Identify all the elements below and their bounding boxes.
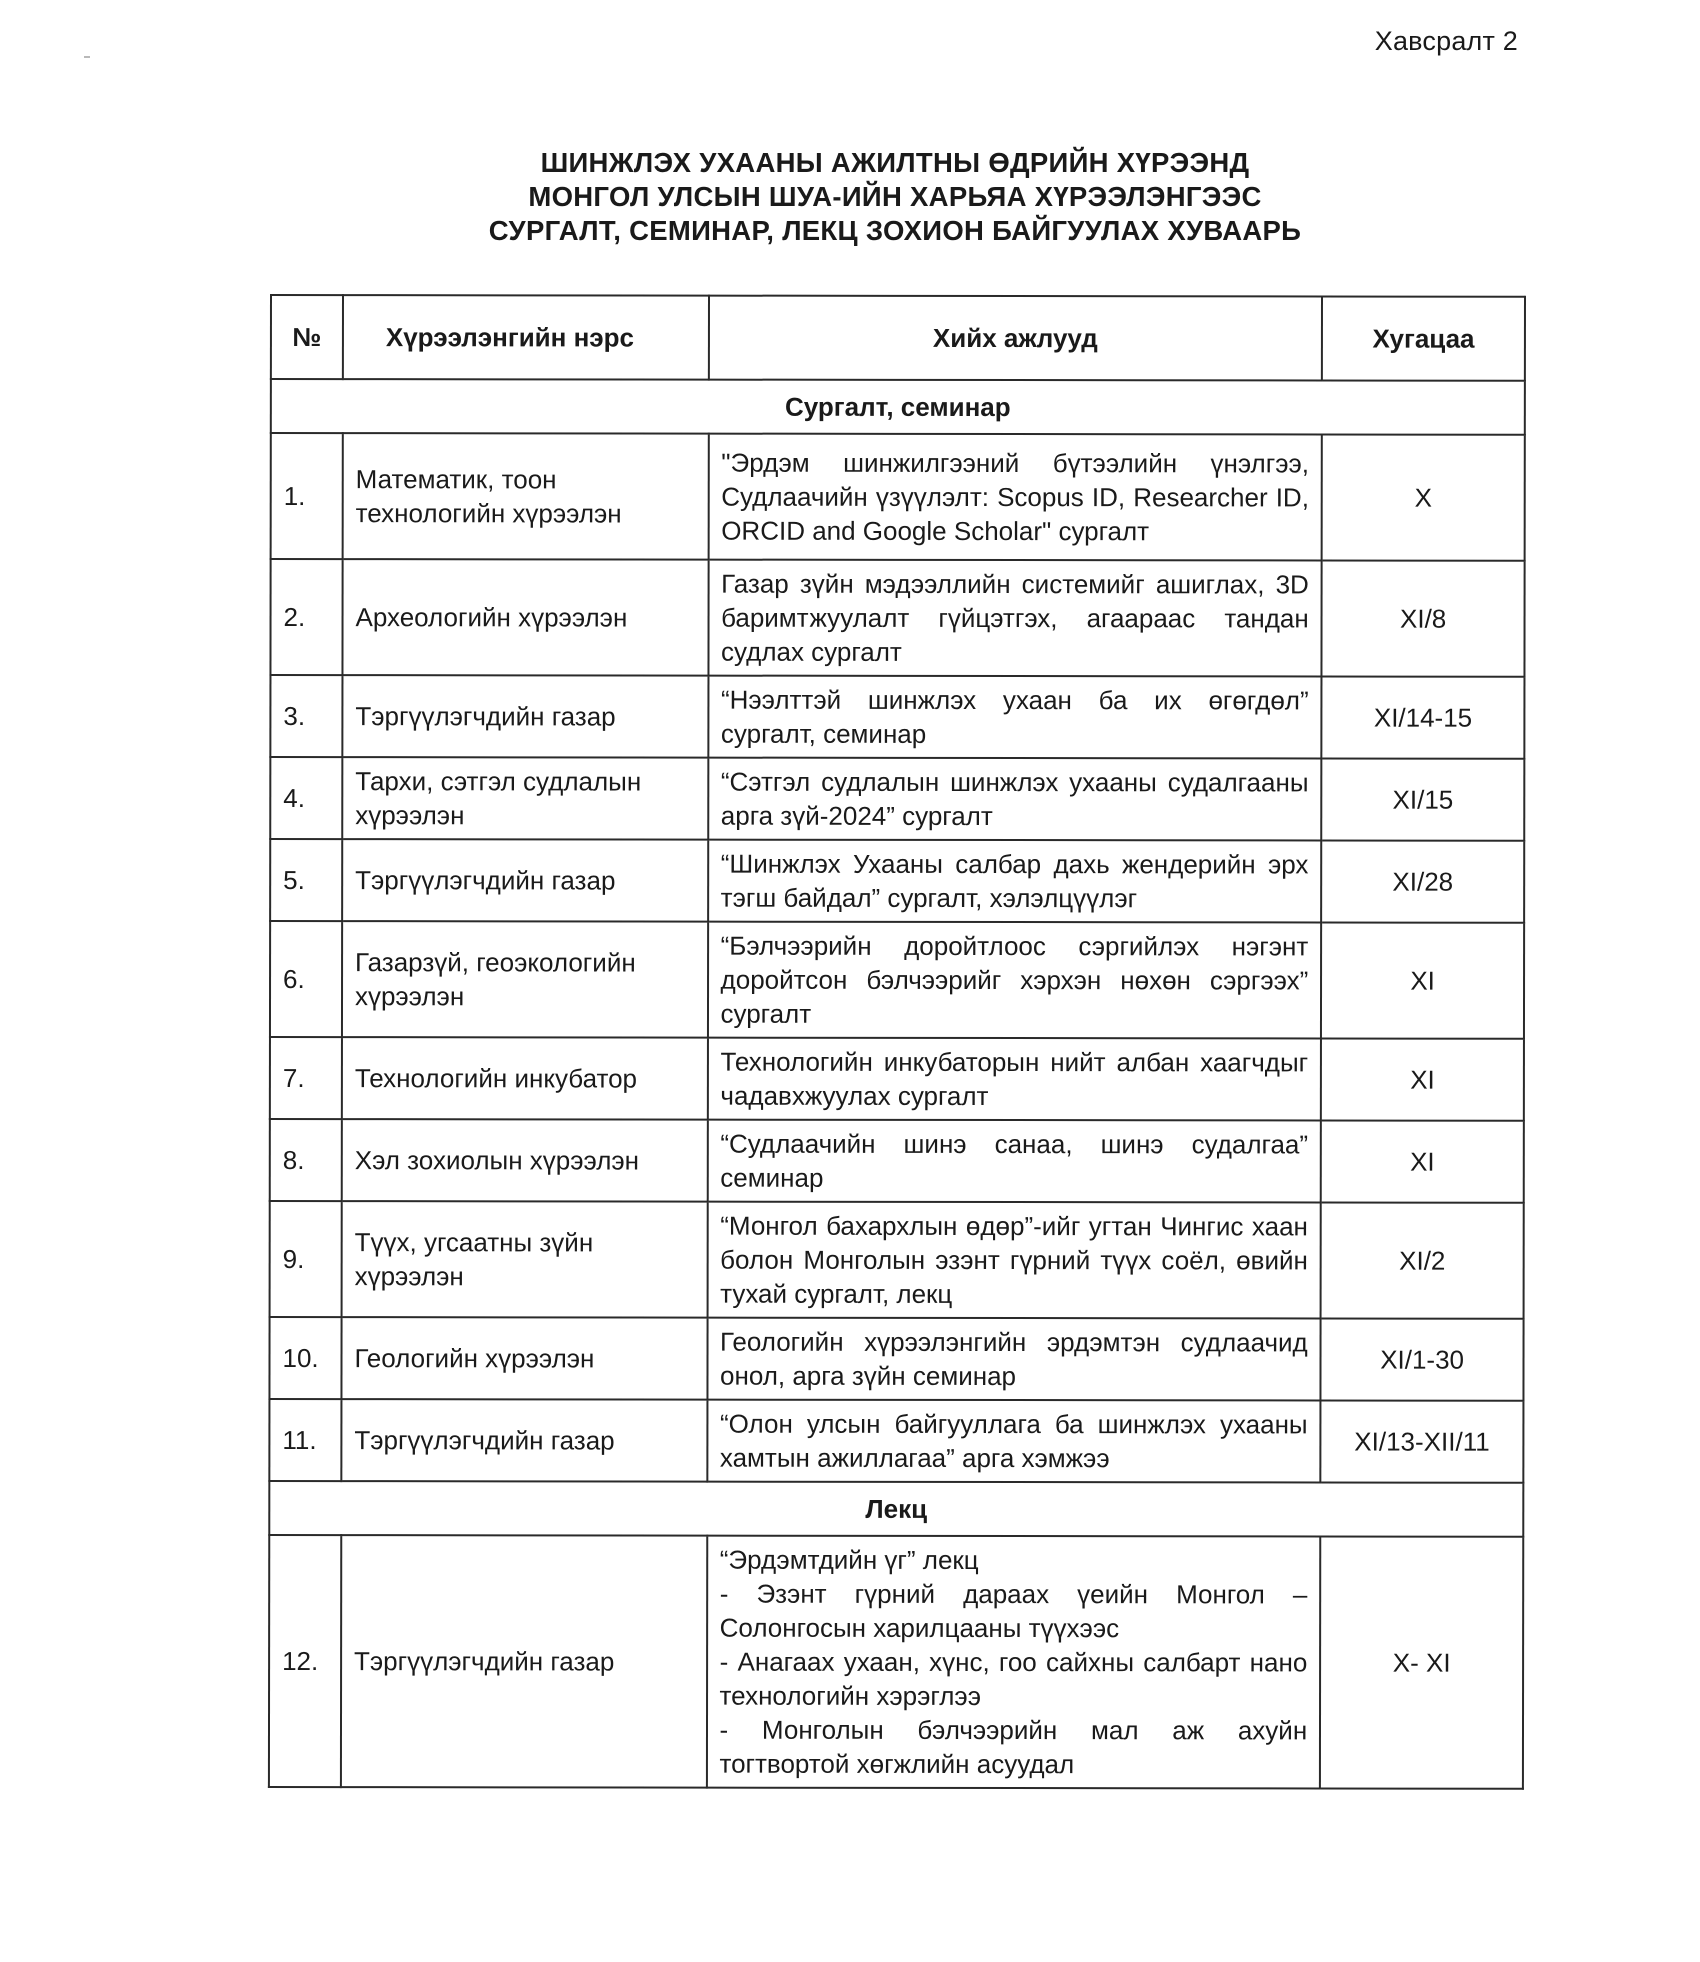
activity-line: “Бэлчээрийн доройтлоос сэргийлэх нэгэнт доройтсон бэлчээрийг хэрхэн нөхөн сэргээх” сургалт: [720, 930, 1309, 1029]
activity-description: [708, 840, 1322, 923]
activity-line: “Олон улсын байгууллага ба шинжлэх ухааны хамтын ажиллагаа” арга хэмжээ: [719, 1408, 1308, 1474]
section-header-row: [271, 379, 1525, 435]
row-number: 11.: [269, 1399, 341, 1481]
deadline: XI/15: [1321, 758, 1524, 840]
activity-description: [707, 1202, 1321, 1319]
row-number: 4.: [270, 757, 342, 839]
activity-description: [707, 1318, 1321, 1401]
title-line-2: МОНГОЛ УЛСЫН ШУА-ИЙН ХАРЬЯА ХҮРЭЭЛЭНГЭЭС: [528, 181, 1262, 212]
header-number: №: [271, 295, 343, 379]
institute-name: Газарзүй, геоэкологийн хүрээлэн: [342, 921, 708, 1038]
deadline: XI/14-15: [1322, 676, 1525, 758]
deadline: XI/13-XII/11: [1321, 1400, 1524, 1482]
deadline: X: [1322, 434, 1525, 560]
section-title: Лекц: [269, 1481, 1523, 1537]
table-row: [270, 1037, 1524, 1121]
activity-line: Геологийн хүрээлэнгийн эрдэмтэн судлаачид онол, арга зүйн семинар: [720, 1326, 1308, 1392]
table-row: [270, 1201, 1524, 1319]
activity-description: [708, 434, 1322, 561]
table-row: [269, 1399, 1523, 1483]
institute-name: Математик, тоон технологийн хүрээлэн: [343, 433, 709, 560]
institute-name: Тэргүүлэгчдийн газар: [341, 1399, 707, 1482]
schedule-table: [268, 294, 1526, 1790]
row-number: 2.: [270, 559, 342, 675]
row-number: 8.: [270, 1119, 342, 1201]
activity-line: “Монгол бахархлын өдөр”-ийг угтан Чингис хаан болон Монголын эзэнт гүрний түүх соёл, өвийн тухай сургалт, лекц: [720, 1210, 1308, 1309]
activity-line: - Анагаах ухаан, хүнс, гоо сайхны салбарт нано технологийн хэрэглээ: [719, 1646, 1308, 1711]
deadline: XI/8: [1322, 560, 1525, 676]
table-header-row: [271, 295, 1525, 381]
table-row: [270, 757, 1524, 841]
deadline: X- XI: [1320, 1536, 1523, 1788]
row-number: 7.: [270, 1037, 342, 1119]
document-title: [250, 146, 1540, 248]
table-row: [270, 839, 1524, 923]
table-row: [270, 921, 1524, 1039]
institute-name: Технологийн инкубатор: [342, 1037, 708, 1120]
table-body: [269, 379, 1525, 1789]
activity-description: [708, 758, 1322, 841]
header-deadline: Хугацаа: [1322, 296, 1525, 380]
appendix-label: Хавсралт 2: [1374, 26, 1518, 56]
activity-description: [707, 922, 1321, 1039]
institute-name: Тэргүүлэгчдийн газар: [342, 675, 708, 758]
deadline: XI/1-30: [1321, 1318, 1524, 1400]
institute-name: Түүх, угсаатны зүйн хүрээлэн: [342, 1201, 708, 1318]
table-row: [270, 559, 1524, 677]
header-institute: Хүрээлэнгийн нэрс: [343, 295, 709, 380]
row-number: 1.: [271, 433, 343, 559]
table-row: [270, 675, 1524, 759]
institute-name: Тархи, сэтгэл судлалын хүрээлэн: [342, 757, 708, 840]
institute-name: Хэл зохиолын хүрээлэн: [342, 1119, 708, 1202]
section-header-row: [269, 1481, 1523, 1537]
deadline: XI: [1321, 922, 1524, 1038]
row-number: 10.: [269, 1317, 341, 1399]
table-row: [270, 1119, 1524, 1203]
deadline: XI/2: [1321, 1202, 1524, 1318]
table-row: [271, 433, 1525, 561]
title-line-1: ШИНЖЛЭХ УХААНЫ АЖИЛТНЫ ӨДРИЙН ХҮРЭЭНД: [540, 147, 1250, 178]
title-line-3: СУРГАЛТ, СЕМИНАР, ЛЕКЦ ЗОХИОН БАЙГУУЛАХ ХУВААРЬ: [488, 215, 1302, 246]
institute-name: Тэргүүлэгчдийн газар: [342, 839, 708, 922]
activity-line: “Шинжлэх Ухааны салбар дахь жендерийн эрх тэгш байдал” сургалт, хэлэлцүүлэг: [720, 848, 1309, 914]
header-activities: Хийх ажлууд: [708, 296, 1322, 381]
deadline: XI: [1321, 1120, 1524, 1202]
table-row: [269, 1535, 1523, 1789]
activity-line: Газар зүйн мэдээллийн системийг ашиглах, 3D баримтжуулалт гүйцэтгэх, агаараас тандан судлах сургалт: [721, 568, 1309, 667]
institute-name: Геологийн хүрээлэн: [341, 1317, 707, 1400]
row-number: 12.: [269, 1535, 341, 1787]
activity-line: “Нээлттэй шинжлэх ухаан ба их өгөгдөл” сургалт, семинар: [720, 684, 1309, 749]
deadline: XI/28: [1321, 840, 1524, 922]
row-number: 5.: [270, 839, 342, 921]
table-row: [269, 1317, 1523, 1401]
activity-line: - Эзэнт гүрний дараах үеийн Монгол – Солонгосын харилцааны түүхээс: [719, 1578, 1308, 1644]
activity-description: [706, 1536, 1320, 1789]
row-number: 9.: [270, 1201, 342, 1317]
row-number: 3.: [270, 675, 342, 757]
activity-description: [708, 676, 1322, 759]
activity-line: Технологийн инкубаторын нийт албан хаагчдыг чадавхжуулах сургалт: [720, 1046, 1309, 1112]
activity-description: [707, 1120, 1321, 1203]
activity-line: “Эрдэмтдийн үг” лекц: [719, 1544, 979, 1575]
deadline: XI: [1321, 1038, 1524, 1120]
activity-description: [707, 1038, 1321, 1121]
section-title: Сургалт, семинар: [271, 379, 1525, 435]
activity-line: "Эрдэм шинжилгээний бүтээлийн үнэлгээ, Судлаачийн үзүүлэлт: Scopus ID, Researcher ID, ORCID and Google Scholar" сургалт: [721, 447, 1310, 547]
institute-name: Тэргүүлэгчдийн газар: [341, 1535, 707, 1788]
scan-speck: [84, 56, 90, 58]
activity-line: “Сэтгэл судлалын шинжлэх ухааны судалгааны арга зүй-2024” сургалт: [720, 766, 1309, 832]
activity-line: - Монголын бэлчээрийн мал аж ахуйн тогтвортой хөгжлийн асуудал: [719, 1714, 1308, 1780]
activity-description: [707, 1400, 1321, 1483]
institute-name: Археологийн хүрээлэн: [342, 559, 708, 676]
activity-description: [708, 560, 1322, 677]
row-number: 6.: [270, 921, 342, 1037]
activity-line: “Судлаачийн шинэ санаа, шинэ судалгаа” семинар: [720, 1128, 1309, 1193]
